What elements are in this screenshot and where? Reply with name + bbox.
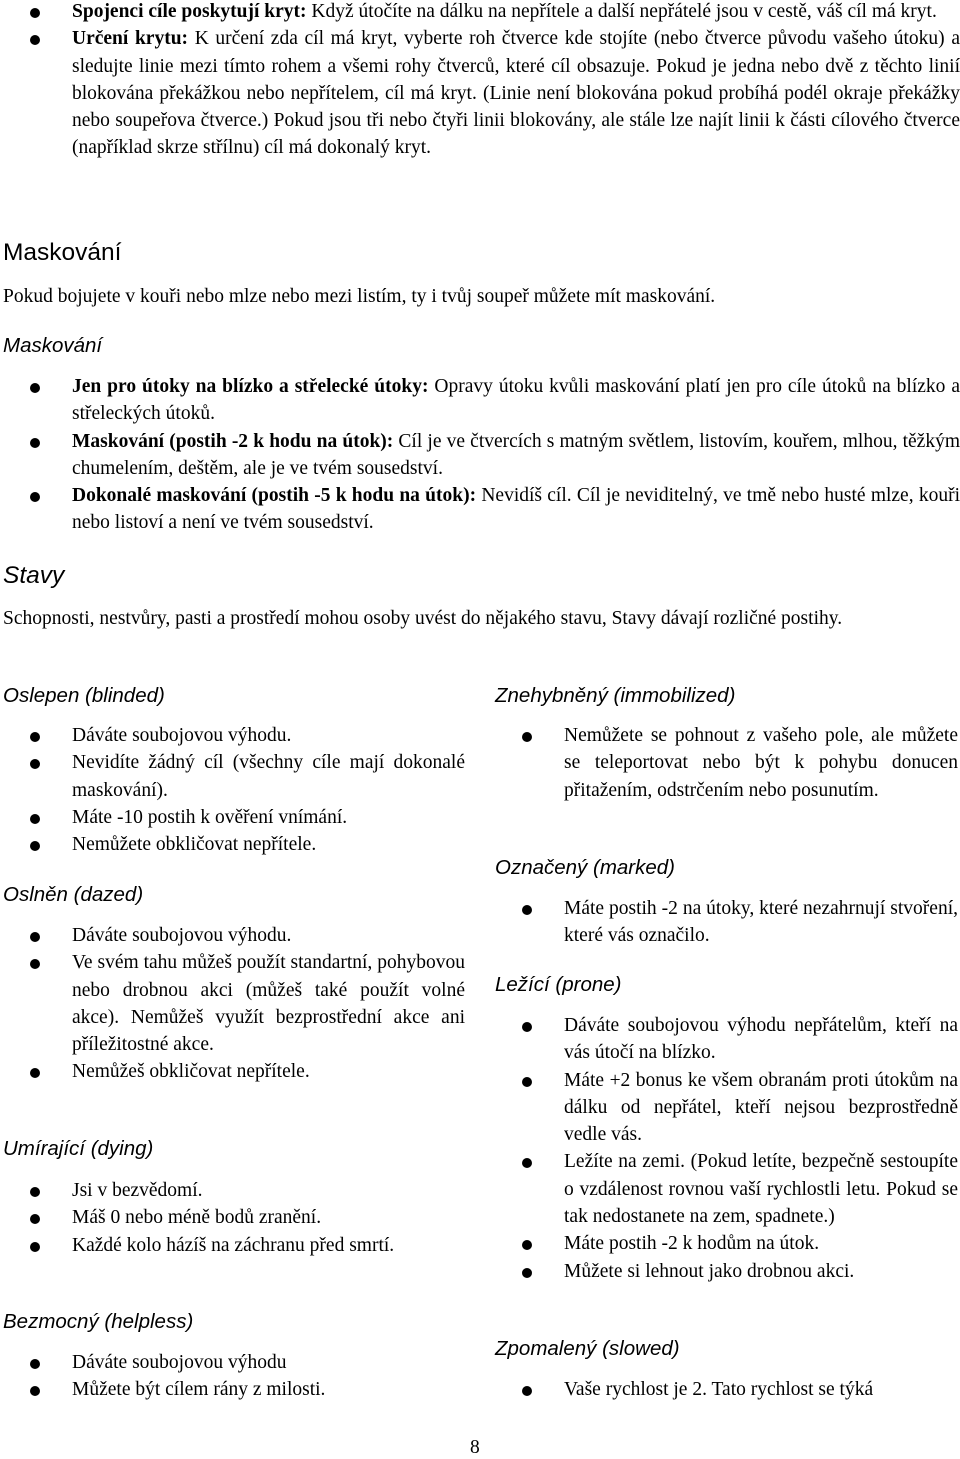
item-lead: Spojenci cíle poskytují kryt: xyxy=(72,1,307,22)
condition-marked xyxy=(495,855,960,881)
item-text: Dáváte soubojovou výhodu. xyxy=(72,725,292,746)
condition-title: Označený (marked) xyxy=(495,856,676,879)
bullet-icon xyxy=(30,1068,40,1078)
list-item xyxy=(0,922,465,949)
condition-slowed xyxy=(495,1336,960,1362)
bullet-icon xyxy=(522,1077,532,1087)
item-text: K určení zda cíl má kryt, vyberte roh čtverce kde stojíte (nebo čtverce původu vašeho útoku) a sledujte linie mezi tímto rohem a všemi rohy čtverců, které cíl obsazuje. Pokud je jedna nebo dvě z těchto linií blokována překážkou nebo nepřítelem, cíl má kryt. (Linie není blokována pokud probíhá podél okraje překážky nebo soupeřova čtverce.) Pokud jsou tři nebo čtyři linii blokovány, ale stále lze najít linii k části cílového čtverce (například skrze střílnu) cíl má dokonalý kryt. xyxy=(72,28,960,159)
item-text: Nevidíte žádný cíl (všechny cíle mají dokonalé maskování). xyxy=(72,752,465,801)
item-text: Dáváte soubojovou výhodu nepřátelům, kteří na vás útočí na blízko. xyxy=(564,1015,958,1064)
bullet-icon xyxy=(522,905,532,915)
item-text: Cíl je ve čtvercích s matným světlem, listovím, kouřem, mlhou, těžkým chumelením, deštěm, ale je ve tvém sousedství. xyxy=(72,430,960,479)
item-lead: Dokonalé maskování (postih -5 k hodu na útok): xyxy=(72,485,477,507)
cover-rules-list xyxy=(0,0,960,162)
item-text: Dáváte soubojovou výhodu xyxy=(72,1352,287,1373)
item-text: Každé kolo házíš na záchranu před smrtí. xyxy=(72,1234,395,1256)
item-text: Máte -10 postih k ověření vnímání. xyxy=(72,806,348,828)
bullet-icon xyxy=(30,1242,40,1252)
bullet-icon xyxy=(30,732,40,742)
list-item xyxy=(0,749,465,804)
condition-slowed-list xyxy=(492,1376,958,1403)
item-text: Nemůžete se pohnout z vašeho pole, ale můžete se teleportovat nebo být k pohybu donucen přitažením, odstrčením nebo posunutím. xyxy=(564,725,958,801)
bullet-icon xyxy=(522,1022,532,1032)
page-number: 8 xyxy=(470,1437,480,1458)
bullet-icon xyxy=(30,814,40,824)
bullet-icon xyxy=(30,959,40,969)
concealment-subheading: Maskování xyxy=(3,334,103,357)
list-item xyxy=(0,722,465,749)
condition-dazed-list xyxy=(0,922,465,1086)
bullet-icon xyxy=(30,8,40,18)
list-item xyxy=(0,1376,465,1403)
item-text: Máte postih -2 na útoky, které nezahrnují stvoření, které vás označilo. xyxy=(564,898,958,947)
list-item xyxy=(0,804,465,831)
condition-prone xyxy=(495,972,960,998)
list-item xyxy=(492,1376,958,1403)
item-text: Nevidíš cíl. Cíl je neviditelný, ve tmě nebo husté mlze, kouři nebo listoví a není ve tvém sousedství. xyxy=(72,485,960,534)
list-item xyxy=(0,949,465,1058)
item-text: Jsi v bezvědomí. xyxy=(72,1180,203,1201)
condition-marked-list xyxy=(492,895,958,950)
item-text: Ležíte na zemi. (Pokud letíte, bezpečně sestoupíte o vzdálenost rovnou vaší rychlostli letu. Pokud se tak nedostanete na zem, spadnete.) xyxy=(564,1151,958,1228)
list-item xyxy=(492,1067,958,1149)
bullet-icon xyxy=(522,1158,532,1168)
item-lead: Určení krytu: xyxy=(72,28,189,50)
bullet-icon xyxy=(30,759,40,769)
condition-immobilized xyxy=(495,683,960,709)
list-item xyxy=(0,831,465,858)
condition-title: Zpomalený (slowed) xyxy=(495,1337,680,1360)
condition-title: Ležící (prone) xyxy=(495,973,622,996)
bullet-icon xyxy=(30,492,40,502)
condition-blinded-list xyxy=(0,722,465,858)
condition-immobilized-list xyxy=(492,722,958,804)
list-item xyxy=(0,1177,465,1204)
item-text: Nemůžeš obkličovat nepřítele. xyxy=(72,1061,310,1083)
condition-title: Znehybněný (immobilized) xyxy=(495,684,736,707)
item-text: Ve svém tahu můžeš použít standartní, pohybovou nebo drobnou akci (můžeš také použít volné akce). Nemůžeš využít bezprostřední akce ani příležitostné akce. xyxy=(72,952,465,1056)
bullet-icon xyxy=(30,1187,40,1197)
condition-helpless-list xyxy=(0,1349,465,1404)
list-item xyxy=(0,482,960,537)
bullet-icon xyxy=(30,383,40,393)
bullet-icon xyxy=(30,438,40,448)
bullet-icon xyxy=(30,35,40,45)
item-text: Když útočíte na dálku na nepřítele a další nepřátelé jsou v cestě, váš cíl má kryt. xyxy=(306,1,937,22)
bullet-icon xyxy=(522,1240,532,1250)
bullet-icon xyxy=(522,1268,532,1278)
item-lead: Jen pro útoky na blízko a střelecké útoky: xyxy=(72,376,429,397)
conditions-intro: Schopnosti, nestvůry, pasti a prostředí mohou osoby uvést do nějakého stavu, Stavy dávají rozličné postihy. xyxy=(3,608,843,629)
item-text: Dáváte soubojovou výhodu. xyxy=(72,925,292,946)
item-text: Můžete být cílem rány z milosti. xyxy=(72,1379,326,1401)
list-item xyxy=(492,722,958,804)
list-item xyxy=(0,1058,465,1085)
concealment-list xyxy=(0,373,960,537)
item-lead: Maskování (postih -2 k hodu na útok): xyxy=(72,430,394,452)
list-item xyxy=(492,895,958,950)
list-item xyxy=(0,1204,465,1231)
item-text: Máš 0 nebo méně bodů zranění. xyxy=(72,1207,322,1229)
condition-title: Oslepen (blinded) xyxy=(3,684,165,707)
item-text: Můžete si lehnout jako drobnou akci. xyxy=(564,1260,855,1282)
list-item xyxy=(0,1232,465,1259)
bullet-icon xyxy=(30,1359,40,1369)
list-item xyxy=(0,1349,465,1376)
condition-prone-list xyxy=(492,1012,958,1285)
item-text: Nemůžete obkličovat nepřítele. xyxy=(72,834,317,856)
bullet-icon xyxy=(30,932,40,942)
list-item xyxy=(0,0,960,25)
bullet-icon xyxy=(522,1386,532,1396)
list-item xyxy=(492,1012,958,1067)
condition-helpless xyxy=(3,1309,468,1335)
item-text: Opravy útoku kvůli maskování platí jen pro cíle útoků na blízko a střeleckých útoků. xyxy=(72,376,960,425)
list-item xyxy=(0,373,960,428)
condition-dying-list xyxy=(0,1177,465,1259)
bullet-icon xyxy=(30,1214,40,1224)
list-item xyxy=(492,1258,958,1285)
condition-title: Bezmocný (helpless) xyxy=(3,1310,194,1333)
item-text: Máte +2 bonus ke všem obranám proti útokům na dálku od nepřátel, kteří nejsou bezprostředně vedle vás. xyxy=(564,1069,958,1146)
bullet-icon xyxy=(30,841,40,851)
list-item xyxy=(492,1148,958,1230)
list-item xyxy=(0,25,960,161)
condition-title: Oslněn (dazed) xyxy=(3,883,144,906)
condition-blinded xyxy=(3,683,468,709)
condition-dying xyxy=(3,1136,468,1162)
bullet-icon xyxy=(522,732,532,742)
item-text: Vaše rychlost je 2. Tato rychlost se týká xyxy=(564,1379,874,1400)
condition-dazed xyxy=(3,882,468,908)
condition-title: Umírající (dying) xyxy=(3,1137,154,1160)
bullet-icon xyxy=(30,1386,40,1396)
list-item xyxy=(492,1230,958,1257)
concealment-intro: Pokud bojujete v kouři nebo mlze nebo mezi listím, ty i tvůj soupeř můžete mít maskování. xyxy=(3,286,716,307)
item-text: Máte postih -2 k hodům na útok. xyxy=(564,1233,820,1255)
list-item xyxy=(0,428,960,483)
conditions-heading: Stavy xyxy=(3,562,65,589)
concealment-heading: Maskování xyxy=(3,239,122,266)
